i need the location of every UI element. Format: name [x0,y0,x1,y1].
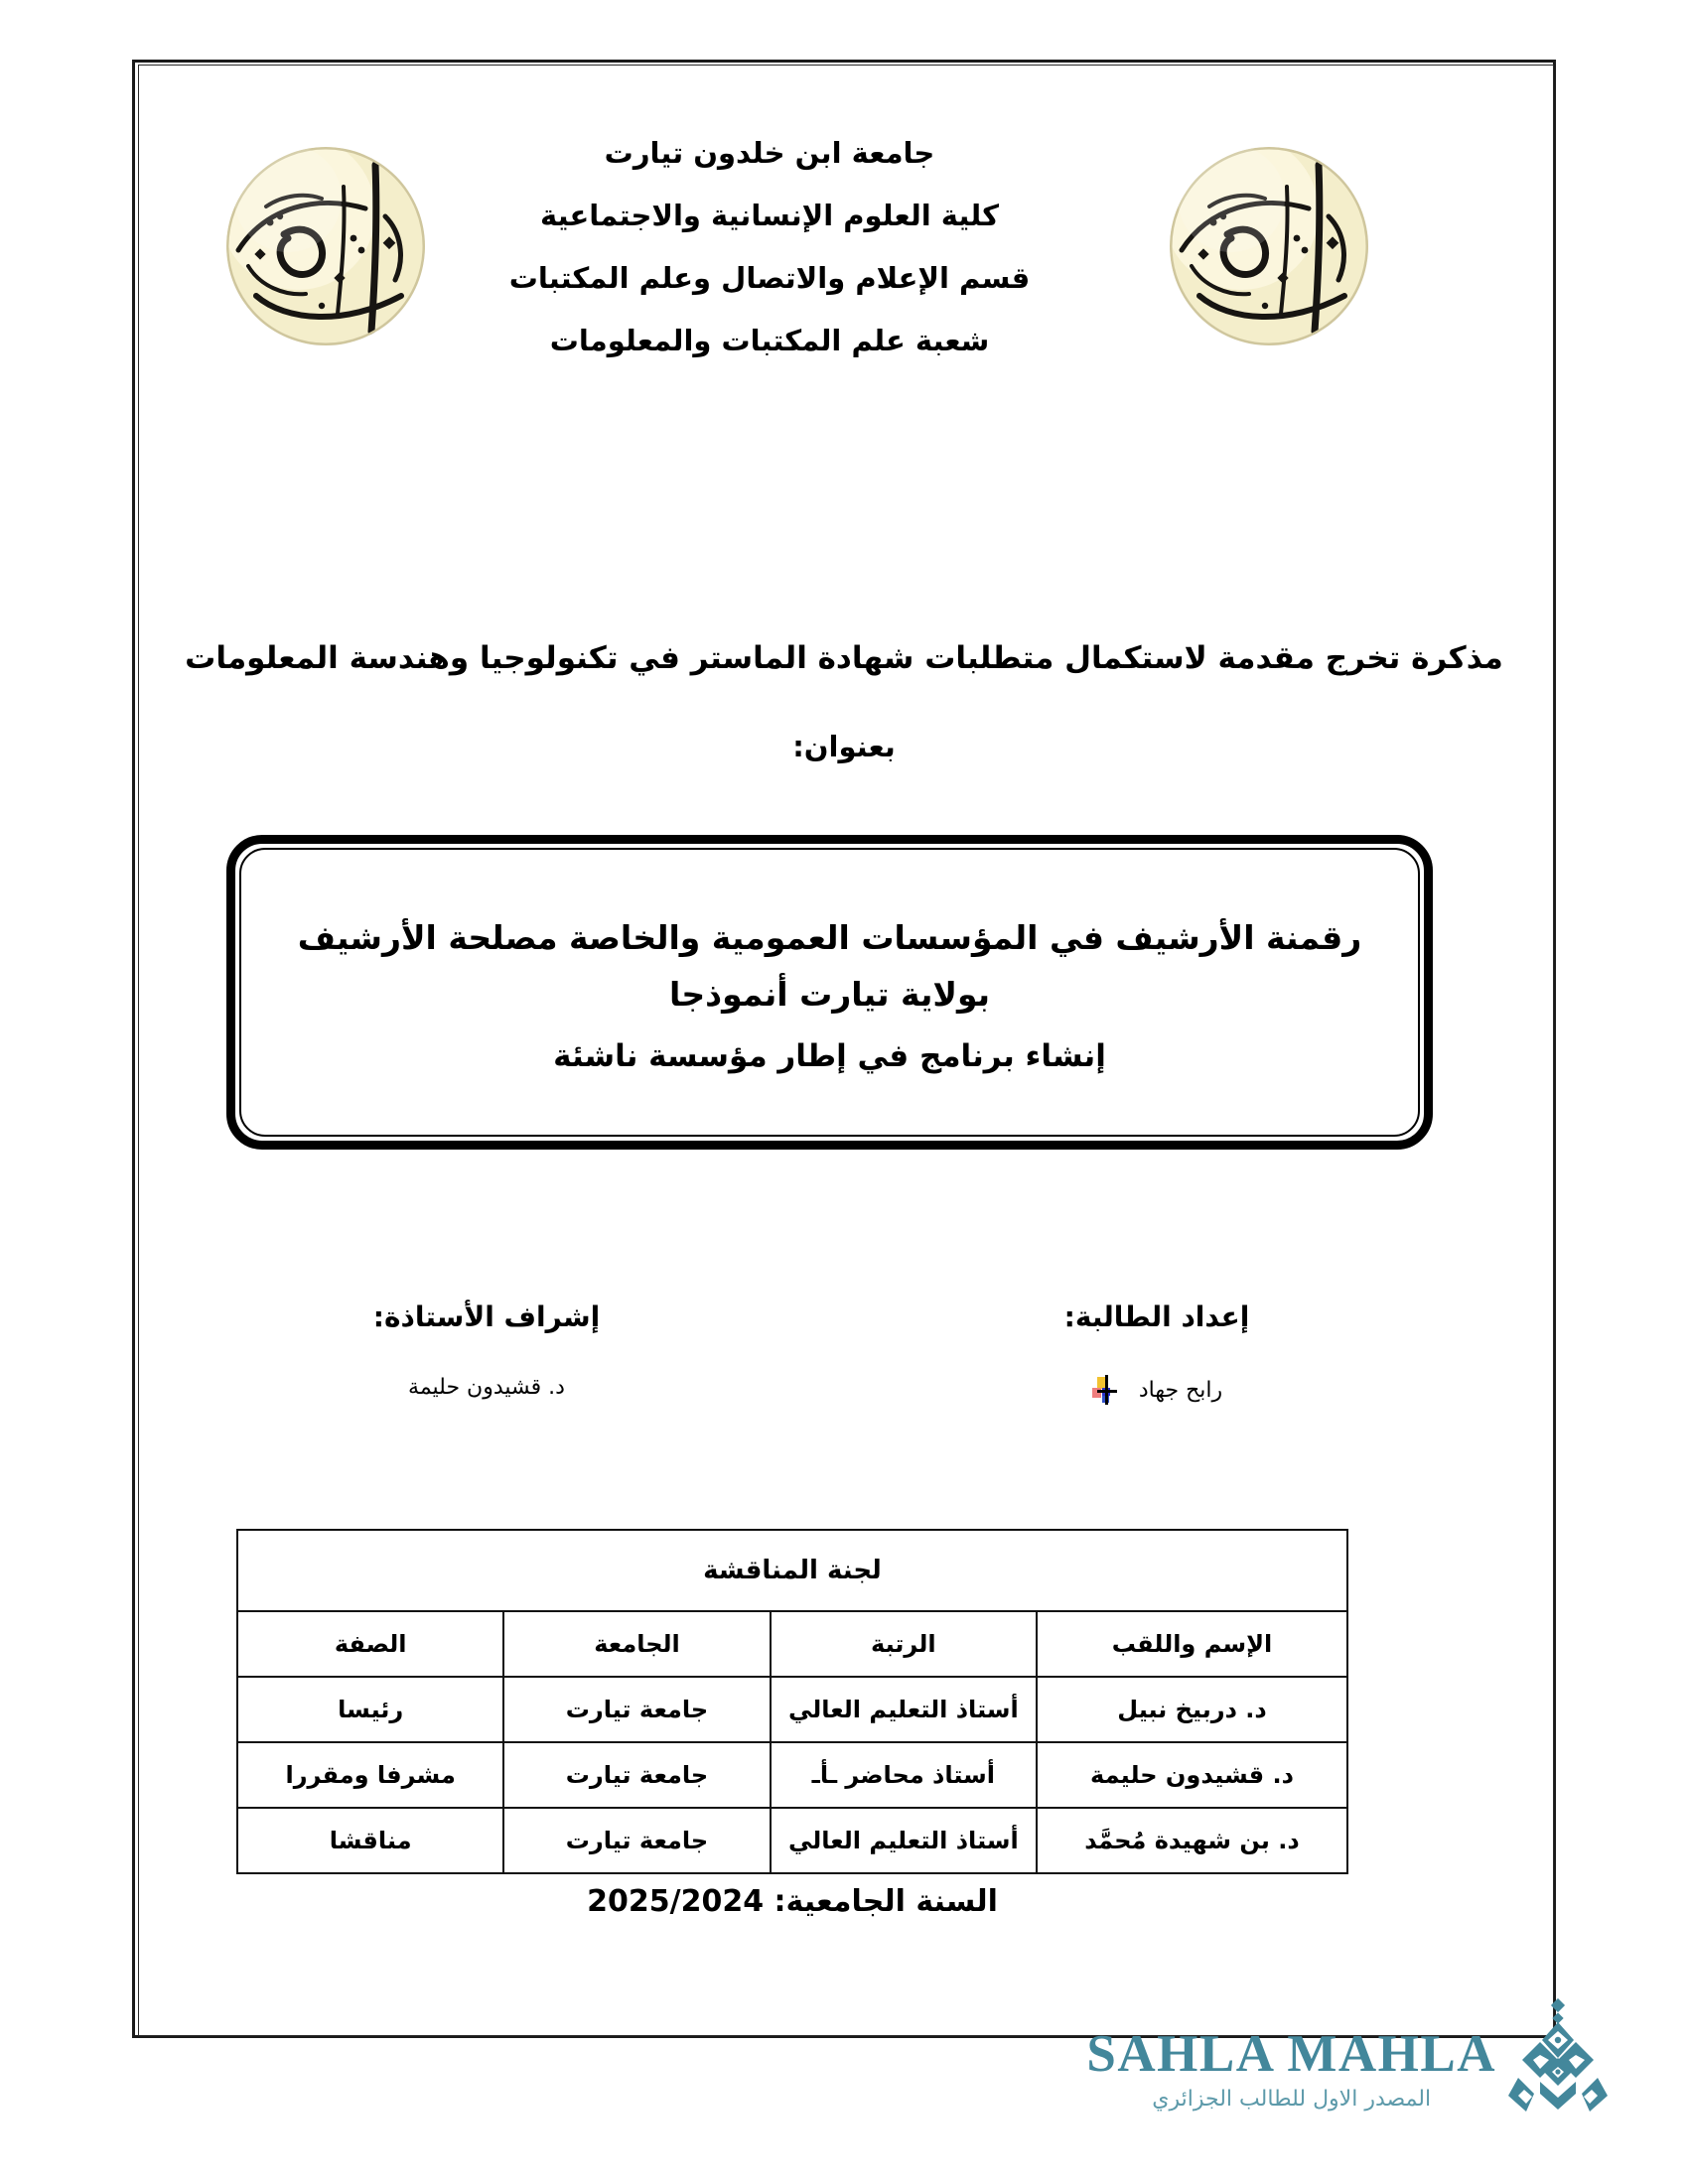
student-block [993,1300,1321,1405]
university-emblem-right [226,147,425,345]
column-header-role: الصفة [237,1611,503,1677]
academic-year-value: 2025/2024 [587,1884,765,1919]
jury-member-role: مشرفا ومقررا [237,1742,503,1808]
thesis-title: رقمنة الأرشيف في المؤسسات العمومية والخاصة مصلحة الأرشيف بولاية تيارت أنموذجا [297,917,1362,1014]
table-row [237,1742,1347,1808]
amazigh-diamond-ornament-icon [1502,1998,1614,2116]
watermark-brand: SAHLA MAHLA [1086,2025,1496,2083]
academic-year [236,1884,1348,1919]
jury-member-rank: أستاذ محاضر ـأـ [771,1742,1037,1808]
jury-member-university: جامعة تيارت [503,1742,770,1808]
university-name: جامعة ابن خلدون تيارت [604,136,935,170]
jury-member-university: جامعة تيارت [503,1808,770,1873]
jury-member-role: مناقشا [237,1808,503,1873]
branch-name: شعبة علم المكتبات والمعلومات [549,324,990,357]
jury-member-rank: أستاذ التعليم العالي [771,1808,1037,1873]
student-name-row [993,1375,1321,1405]
jury-member-name: د. بن شهيدة مُحمَّد [1037,1808,1347,1873]
university-emblem-left [1170,147,1368,345]
table-header-row [237,1611,1347,1677]
department-name: قسم الإعلام والاتصال وعلم المكتبات [508,261,1031,295]
jury-member-role: رئيسا [237,1677,503,1742]
jury-member-rank: أستاذ التعليم العالي [771,1677,1037,1742]
supervisor-label: إشراف الأستاذة: [372,1300,601,1333]
table-row [237,1808,1347,1873]
column-header-university: الجامعة [503,1611,770,1677]
column-header-rank: الرتبة [771,1611,1037,1677]
watermark-tagline: المصدر الاول للطالب الجزائري [1152,2087,1432,2112]
jury-member-name: د. قشيدون حليمة [1037,1742,1347,1808]
jury-member-university: جامعة تيارت [503,1677,770,1742]
jury-caption: لجنة المناقشة [237,1530,1347,1611]
academic-year-label: السنة الجامعية: [774,1884,998,1919]
entitled-label: بعنوان: [792,730,896,763]
student-label: إعداد الطالبة: [1063,1300,1250,1333]
column-header-name: الإسم واللقب [1037,1611,1347,1677]
degree-statement: مذكرة تخرج مقدمة لاستكمال متطلبات شهادة الماستر في تكنولوجيا وهندسة المعلومات [185,640,1503,676]
table-caption-row [237,1530,1347,1611]
sahla-mahla-watermark [1086,1980,1614,2129]
faculty-name: كلية العلوم الإنسانية والاجتماعية [540,199,999,232]
thesis-title-box [226,835,1433,1150]
table-row [237,1677,1347,1742]
supervisor-name: د. قشيدون حليمة [408,1375,565,1400]
colored-marker-icon [1091,1375,1117,1405]
student-name: رابح جهاد [1138,1377,1223,1403]
institution-header [427,136,1112,389]
jury-member-name: د. دربيخ نبيل [1037,1677,1347,1742]
jury-table [236,1529,1348,1874]
supervisor-block [328,1300,645,1400]
thesis-subtitle: إنشاء برنامج في إطار مؤسسة ناشئة [553,1038,1106,1075]
